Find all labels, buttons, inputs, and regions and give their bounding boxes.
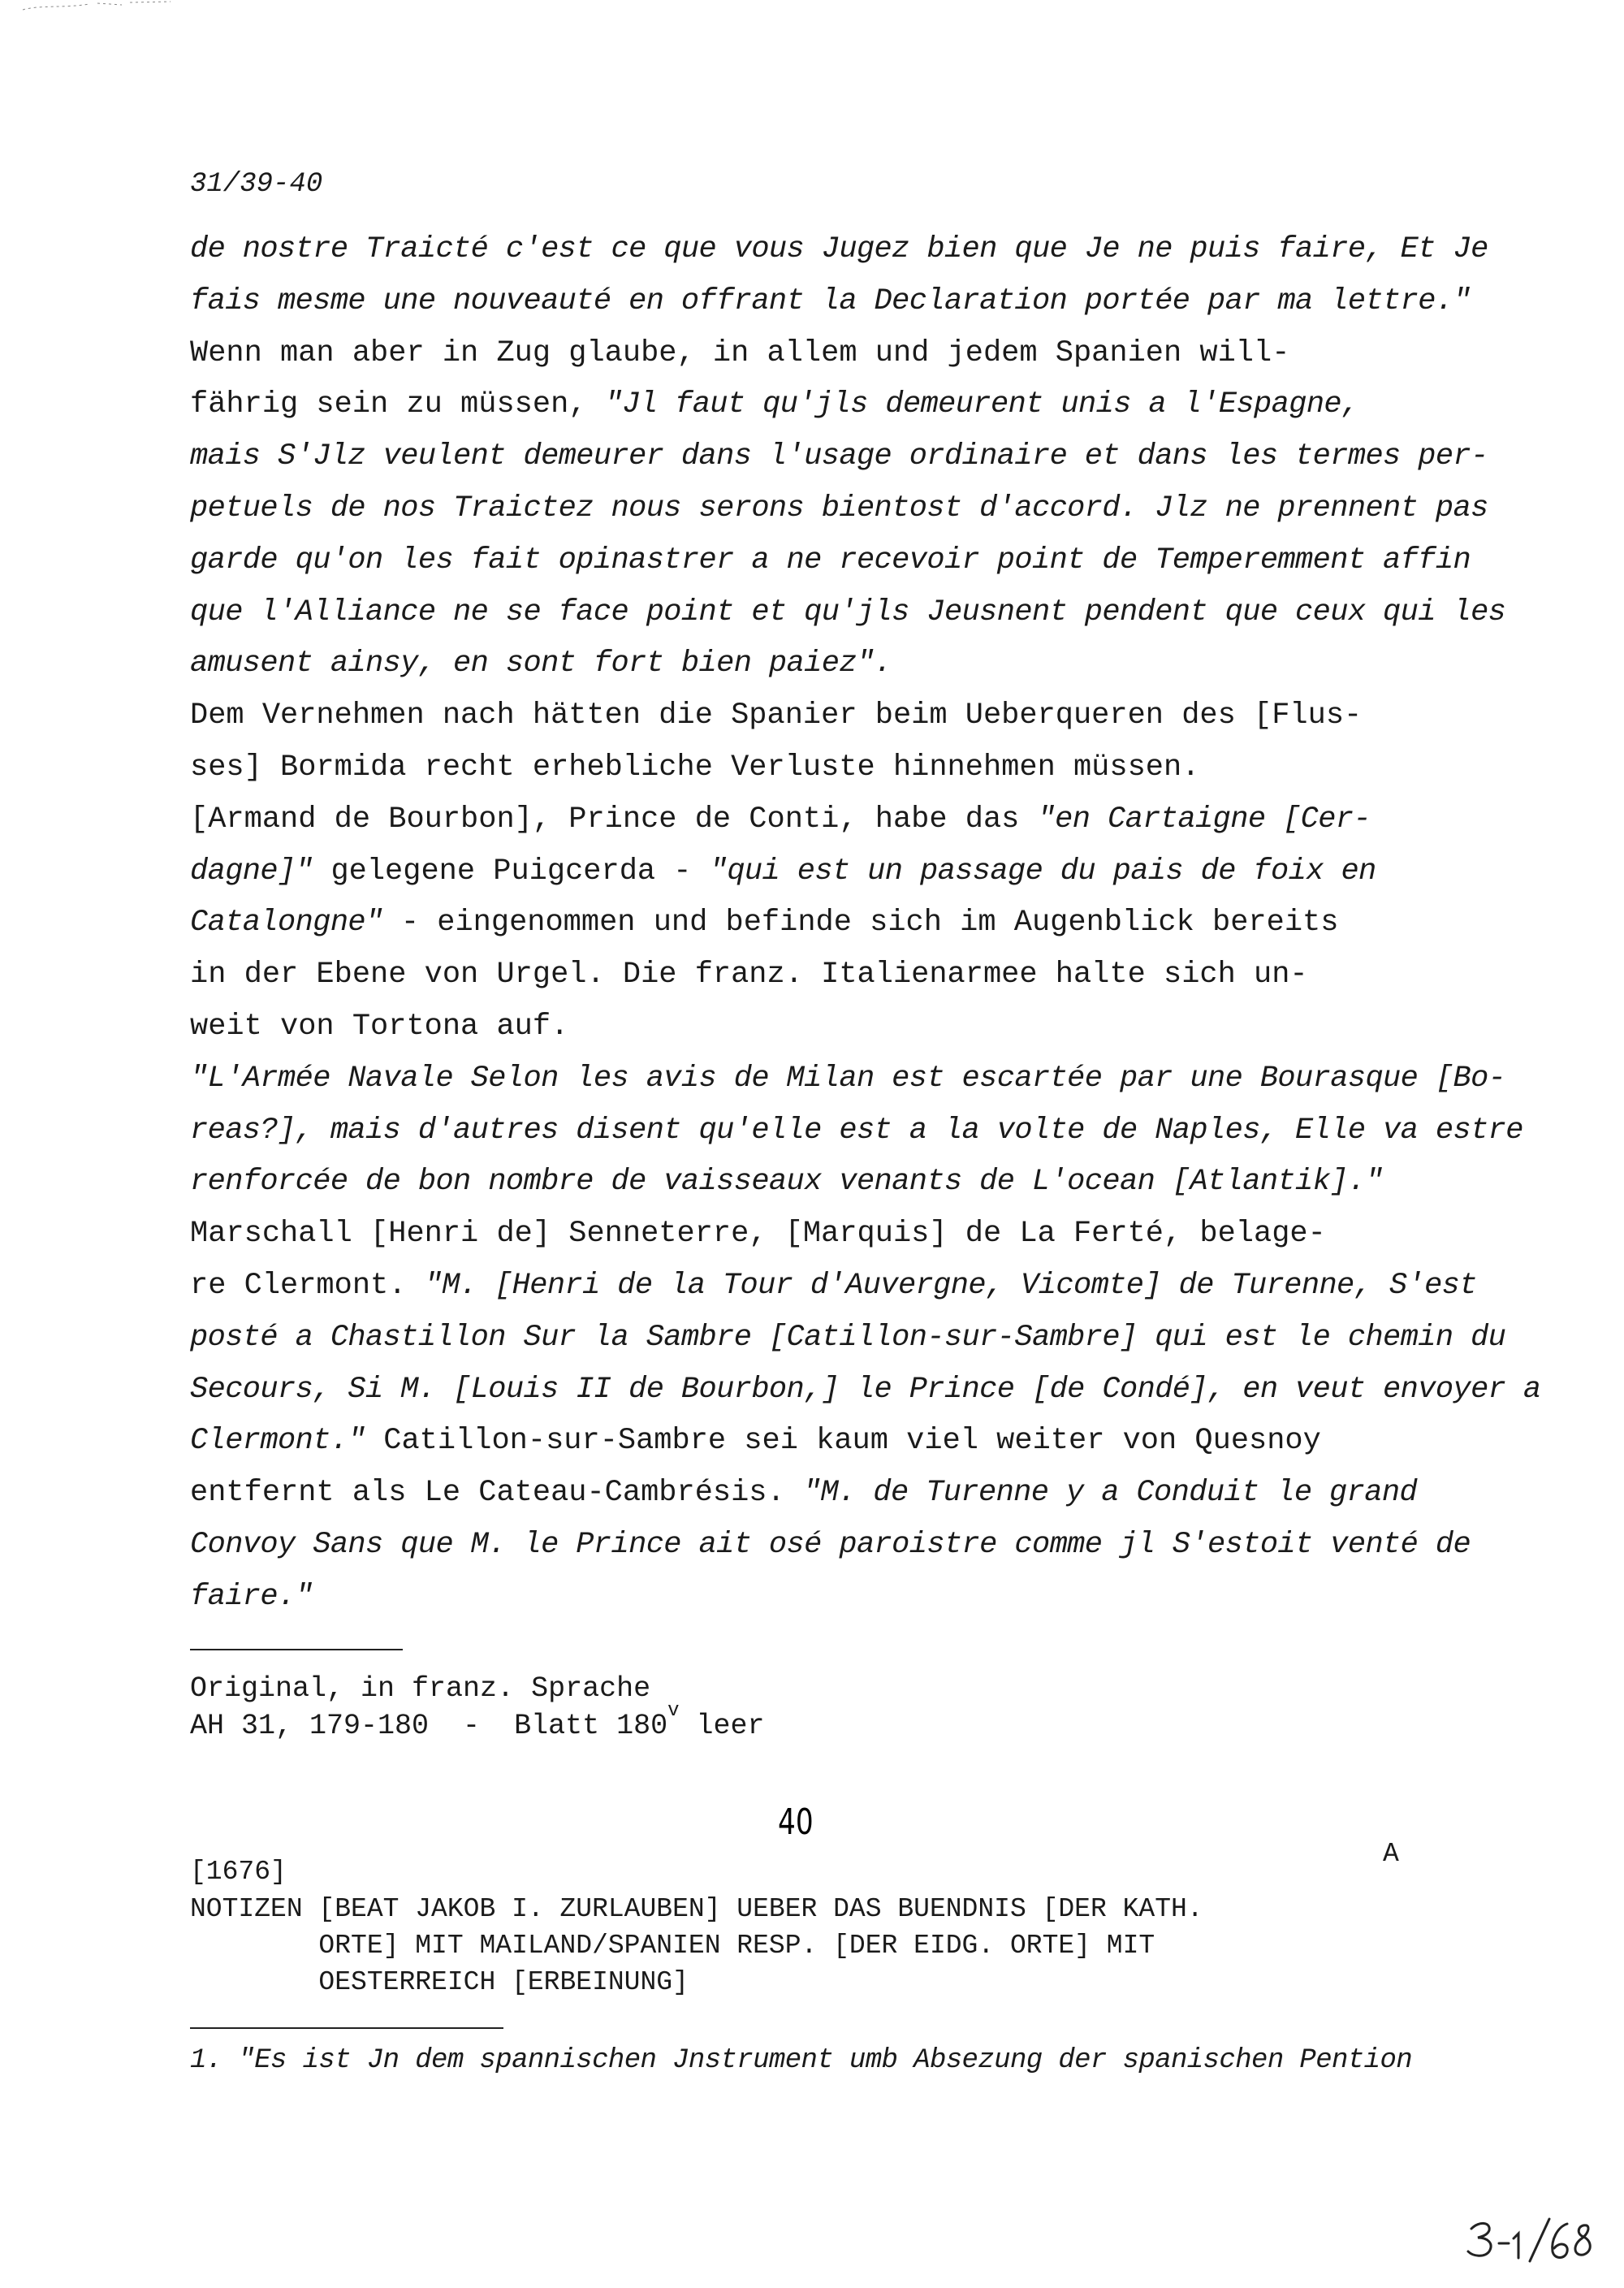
document-heading (190, 1891, 1203, 2000)
german-text: ses] Bormida recht erhebliche Verluste hinnehmen müssen. (190, 750, 1200, 785)
quoted-french-text: que l'Alliance ne se face point et qu'jls Jeusnent pendent que ceux qui les (190, 595, 1506, 629)
quoted-french-text: posté a Chastillon Sur la Sambre [Catillon-sur-Sambre] qui est le chemin du (190, 1320, 1506, 1355)
source-note (190, 1670, 765, 1748)
heading-line-1: NOTIZEN [BEAT JAKOB I. ZURLAUBEN] UEBER DAS BUENDNIS [DER KATH. (190, 1894, 1203, 1924)
text-line (190, 1209, 1473, 1261)
handwritten-folio-number (1462, 2209, 1600, 2274)
text-line (190, 1520, 1473, 1572)
quoted-french-text: "qui est un passage du pais de foix en (709, 854, 1376, 889)
text-line (190, 587, 1506, 639)
source-superscript: v (667, 1700, 680, 1722)
german-text: Dem Vernehmen nach hätten die Spanier beim Ueberqueren des [Flus- (190, 699, 1363, 733)
quoted-french-text: "en Cartaigne [Cer- (1037, 802, 1371, 837)
text-line (190, 379, 1473, 431)
text-line (190, 897, 1473, 949)
quoted-french-text: dagne]" (190, 854, 313, 889)
quoted-french-text: de nostre Traicté c'est ce que vous Jugez bien que Je ne puis faire, Et Je (190, 232, 1488, 266)
footnote-rule (190, 2027, 503, 2029)
text-line (190, 846, 1473, 898)
german-text: Catillon-sur-Sambre sei kaum viel weiter von Quesnoy (365, 1424, 1321, 1459)
text-line (190, 1313, 1506, 1365)
quoted-french-text: renforcée de bon nombre de vaisseaux venants de L'ocean [Atlantik]." (190, 1165, 1384, 1200)
text-line (190, 328, 1473, 380)
german-text: weit von Tortona auf. (190, 1009, 569, 1044)
document-number: 40 (778, 1801, 814, 1843)
document-reference: 31/39-40 (190, 169, 323, 200)
quoted-french-text: garde qu'on les fait opinastrer a ne recevoir point de Temperemment affin (190, 543, 1471, 577)
source-line-1: Original, in franz. Sprache (190, 1672, 651, 1705)
german-text: [Armand de Bourbon], Prince de Conti, habe das (190, 802, 1038, 837)
quoted-french-text: faire." (190, 1579, 313, 1614)
text-line (190, 431, 1488, 483)
german-text: Wenn man aber in Zug glaube, in allem und jedem Spanien will- (190, 335, 1290, 370)
text-line (190, 1157, 1473, 1209)
quoted-french-text: Convoy Sans que M. le Prince ait osé paroistre comme jl S'estoit venté de (190, 1527, 1471, 1562)
german-text: in der Ebene von Urgel. Die franz. Italienarmee halte sich un- (190, 958, 1308, 993)
quoted-french-text: petuels de nos Traictez nous serons bientost d'accord. Jlz ne prennent pas (190, 491, 1488, 526)
text-line (190, 483, 1488, 535)
text-line (190, 1416, 1473, 1468)
text-line (190, 1053, 1506, 1105)
scan-speckle-mark (16, 0, 179, 24)
body-text (190, 224, 1541, 1624)
heading-line-3: OESTERREICH [ERBEINUNG] (190, 1967, 689, 1997)
text-line (190, 690, 1473, 742)
document-date: [1676] (190, 1857, 287, 1887)
text-line (190, 1365, 1541, 1416)
text-line (190, 794, 1473, 846)
text-line (190, 1468, 1473, 1520)
quoted-french-text: "M. de Turenne y a Conduit le grand (802, 1476, 1418, 1511)
quoted-french-text: "Jl faut qu'jls demeurent unis a l'Espagne, (604, 387, 1359, 422)
text-line (190, 949, 1473, 1001)
heading-line-2: ORTE] MIT MAILAND/SPANIEN RESP. [DER EIDG. ORTE] MIT (190, 1931, 1155, 1961)
quoted-french-text: "L'Armée Navale Selon les avis de Milan est escartée par une Bourasque [Bo- (190, 1061, 1506, 1096)
footnote: 1. "Es ist Jn dem spannischen Jnstrument umb Absezung der spanischen Pention (190, 2045, 1413, 2076)
source-line-2: AH 31, 179-180 - Blatt 180 (190, 1710, 668, 1742)
text-line (190, 276, 1473, 328)
section-marker: A (1383, 1839, 1399, 1869)
text-line (190, 1261, 1477, 1313)
text-line (190, 224, 1488, 276)
quoted-french-text: Secours, Si M. [Louis II de Bourbon,] le Prince [de Condé], en veut envoyer a (190, 1372, 1541, 1407)
text-line (190, 535, 1473, 587)
quoted-french-text: reas?], mais d'autres disent qu'elle est a la volte de Naples, Elle va estre (190, 1113, 1523, 1148)
quoted-french-text: "M. [Henri de la Tour d'Auvergne, Vicomte] de Turenne, S'est (424, 1268, 1477, 1303)
text-line (190, 742, 1473, 794)
german-text: entfernt als Le Cateau-Cambrésis. (190, 1476, 803, 1511)
quoted-french-text: fais mesme une nouveauté en offrant la Declaration portée par ma lettre." (190, 283, 1471, 318)
quoted-french-text: amusent ainsy, en sont fort bien paiez". (190, 647, 892, 681)
source-line-2-end: leer (679, 1710, 765, 1742)
quoted-french-text: Clermont." (190, 1424, 366, 1459)
text-line (190, 1572, 1473, 1624)
text-line (190, 1001, 1473, 1053)
text-line (190, 638, 1473, 690)
german-text: Marschall [Henri de] Senneterre, [Marquis] de La Ferté, belage- (190, 1217, 1326, 1252)
quoted-french-text: mais S'Jlz veulent demeurer dans l'usage ordinaire et dans les termes per- (190, 439, 1488, 474)
quoted-french-text: Catalongne" (190, 906, 383, 941)
text-line (190, 1105, 1523, 1157)
separator-rule (190, 1649, 403, 1650)
german-text: re Clermont. (190, 1268, 425, 1303)
german-text: gelegene Puigcerda - (313, 854, 710, 889)
german-text: - eingenommen und befinde sich im Augenblick bereits (382, 906, 1339, 941)
german-text: fährig sein zu müssen, (190, 387, 605, 422)
